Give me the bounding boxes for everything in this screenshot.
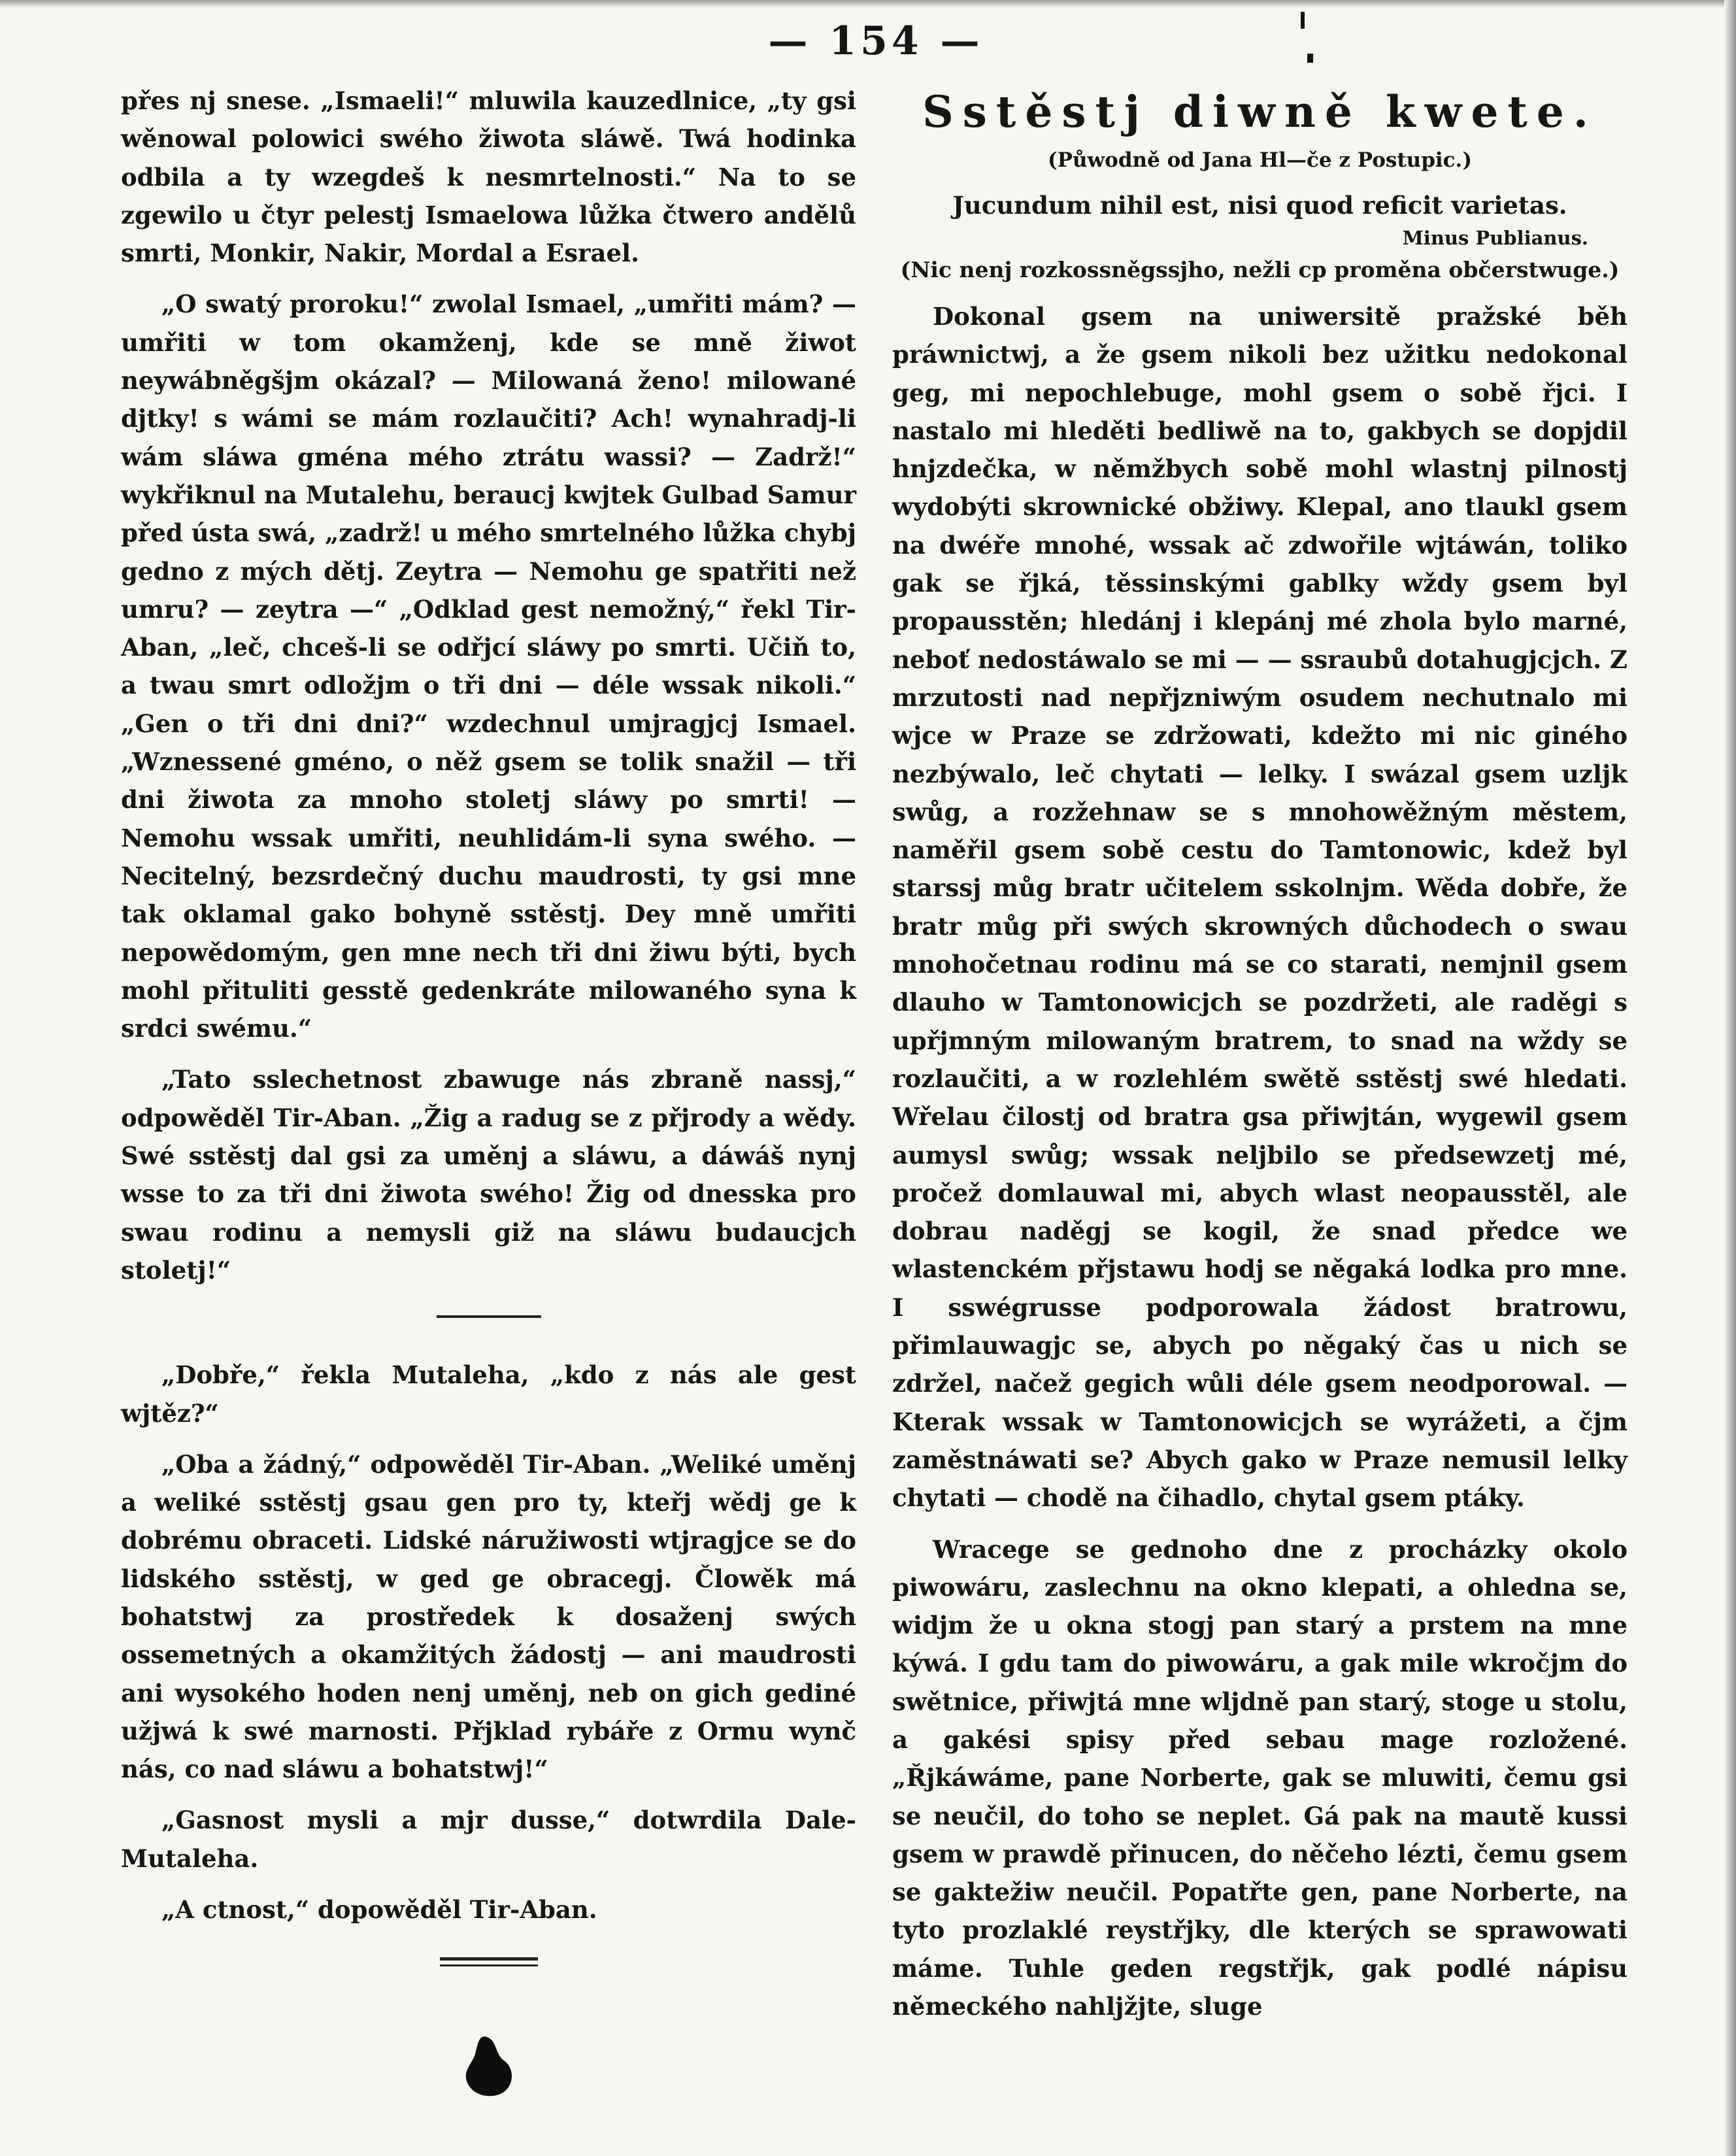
paragraph: „Dobře,“ řekla Mutaleha, „kdo z nás ale gest wjtěz?“: [121, 1360, 856, 1428]
article-subtitle: (Půwodně od Jana Hl—če z Postupic.): [1047, 148, 1473, 172]
end-divider: [440, 1957, 538, 1966]
article-title: Sstěstj diwně kwete.: [922, 86, 1597, 137]
motto-author: Minus Publianus.: [1402, 227, 1588, 249]
left-column: [121, 82, 856, 1966]
paragraph: „A ctnost,“ dopowěděl Tir-Aban.: [161, 1895, 597, 1925]
right-column: [892, 82, 1628, 2025]
paragraph: „O swatý proroku!“ zwolal Ismael, „umřiti mám? — umřiti w tom okamženj, kde se mně žiwot neywábněgšjm okázal? — Milowaná ženo! milowané djtky! s wámi se mám rozlaučiti? Ach! wynahradj-li wám sláwa gména mého ztrátu wassi? — Zadrž!“ wykřiknul na Mutalehu, beraucj kwjtek Gulbad Samur před ústa swá, „zadrž! u mého smrtelného lůžka chybj gedno z mých dětj. Zeytra — Nemohu ge spatřiti než umru? — zeytra —“ „Odklad gest nemožný,“ řekl Tir-Aban, „leč, chceš-li se odřjcí sláwy po smrti. Učiň to, a twau smrt odložjm o tři dni — déle wssak nikoli.“ „Gen o tři dni dni?“ wzdechnul umjragjcj Ismael. „Wznessené gméno, o něž gsem se tolik snažil — tři dni žiwota za mnoho stoletj sláwy po smrti! — Nemohu wssak umřiti, neuhlidám-li syna swého. — Necitelný, bezsrdečný duchu maudrosti, ty gsi mne tak oklamal gako bohyně sstěstj. Dey mně umřiti nepowědomým, gen mne nech tři dni žiwu býti, bych mohl přituliti gesstě gedenkráte milowaného syna k srdci swému.“: [121, 290, 856, 1043]
ink-blot: [461, 2034, 517, 2097]
paragraph: „Gasnost mysli a mjr dusse,“ dotwrdila Dale-Mutaleha.: [121, 1806, 856, 1873]
paragraph: „Tato sslechetnost zbawuge nás zbraně nassj,“ odpowěděl Tir-Aban. „Žig a radug se z přjrody a wědy. Swé sstěstj dal gsi za uměnj a sláwu, a dáwáš nynj wsse to za tři dni žiwota swého! Žig od dnesska pro swau rodinu a nemysli giž na sláwu budaucjch stoletj!“: [121, 1065, 856, 1285]
motto-translation: (Nic nenj rozkossněgssjho, nežli cp proměna občerstwuge.): [900, 257, 1620, 282]
paragraph: přes nj snese. „Ismaeli!“ mluwila kauzedlnice, „ty gsi wěnowal polowici swého žiwota sláwě. Twá hodinka odbila a ty wzegdeš k nesmrtelnosti.“ Na to se zgewilo u čtyr pelestj Ismaelowa lůžka čtwero andělů smrti, Monkir, Nakir, Mordal a Esrael.: [121, 86, 856, 268]
scan-edge-right: [1724, 0, 1736, 2156]
ink-speck: [1301, 12, 1305, 29]
paragraph: „Oba a žádný,“ odpowěděl Tir-Aban. „Weliké uměnj a weliké sstěstj gsau gen pro ty, kteřj wědj ge k dobrému obraceti. Lidské náružiwosti wtjragjce se do lidského sstěstj, w ged ge obracegj. Člowěk má bohatstwj za prostředek k dosaženj swých ossemetných a okamžitých žádostj — ani maudrosti ani wysokého hoden nenj uměnj, neb on gich gediné užjwá k swé marnosti. Přjklad rybáře z Ormu wynč nás, co nad sláwu a bohatstwj!“: [121, 1449, 856, 1784]
scan-edge-top: [0, 0, 1736, 8]
paragraph: Dokonal gsem na uniwersitě pražské běh práwnictwj, a že gsem nikoli bez užitku nedokonal geg, mi nepochlebuge, mohl gsem o sobě řjci. I nastalo mi hleděti bedliwě na to, gakbych se dopjdil hnjzdečka, w němžbych sobě mohl wlastnj pilnostj wydobýti skrownické obžiwy. Klepal, ano tlaukl gsem na dwéře mnohé, wssak ač zdwořile wjtáwán, toliko gak se řjká, těssinskými gablky wždy gsem byl propausstěn; hledánj i klepánj mé zhola bylo marné, neboť nedostáwalo se mi — — ssraubů dotahugjcjch. Z mrzutosti nad nepřjzniwým osudem nechutnalo mi wjce w Praze se zdržowati, kdežto mi nic giného nezbýwalo, leč chytati — lelky. I swázal gsem uzljk swůg, a rozžehnaw se s mnohowěžným městem, naměřil gsem sobě cestu do Tamtonowic, kdež byl starssj můg bratr učitelem sskolnjm. Wěda dobře, že bratr můg při swých skrowných důchodech o swau mnohočetnau rodinu má se co starati, nemjnil gsem dlauho w Tamtonowicjch se pozdržeti, ale raděgi s upřjmným milowaným bratrem, to snad na wždy se rozlaučiti, a w rozlehlém swětě sstěstj swé hledati. Wřelau čilostj od bratra gsa přiwjtán, wygewil gsem aumysl swůg; wssak neljbilo se předsewzetj mé, pročež domlauwal mi, abych wlast neopausstěl, ale dobrau naděgj se kogil, že snad předce we wlastenckém přjstawu hodj se něgaká lodka pro mne. I sswégrusse podporowala žádost bratrowu, přimlauwagjc se, abych po něgaký čas u nich se zdržel, načež gegich wůli déle gsem neodporowal. — Kterak wssak w Tamtonowicjch se wyrážeti, a čjm zaměstnáwati se? Abych gako w Praze nemusil lelky chytati — chodě na čihadlo, chytal gsem ptáky.: [892, 302, 1628, 1513]
motto: Jucundum nihil est, nisi quod reficit varietas.: [952, 191, 1567, 220]
ink-speck: [1307, 54, 1313, 63]
section-divider: [437, 1315, 541, 1318]
page-number: — 154 —: [768, 18, 984, 64]
paragraph: Wracege se gednoho dne z procházky okolo piwowáru, zaslechnu na okno klepati, a ohledna se, widjm že u okna stogj pan starý a prstem na mne kýwá. I gdu tam do piwowáru, a gak mile wkročjm do swětnice, přiwjtá mne wljdně pan starý, stoge u stolu, a gakési spisy před sebau mage rozložené. „Řjkáwáme, pane Norberte, gak se mluwiti, čemu gsi se neučil, do toho se neplet. Gá pak na mautě kussi gsem w prawdě přinucen, do něčeho lézti, čemu gsem se gaktežiw neučil. Popatřte gen, pane Norberte, na tyto prozlaklé reystřjky, dle kterých se sprawowati máme. Tuhle geden regstřjk, gak podlé nápisu německého nahljžjte, sluge: [892, 1534, 1628, 2021]
